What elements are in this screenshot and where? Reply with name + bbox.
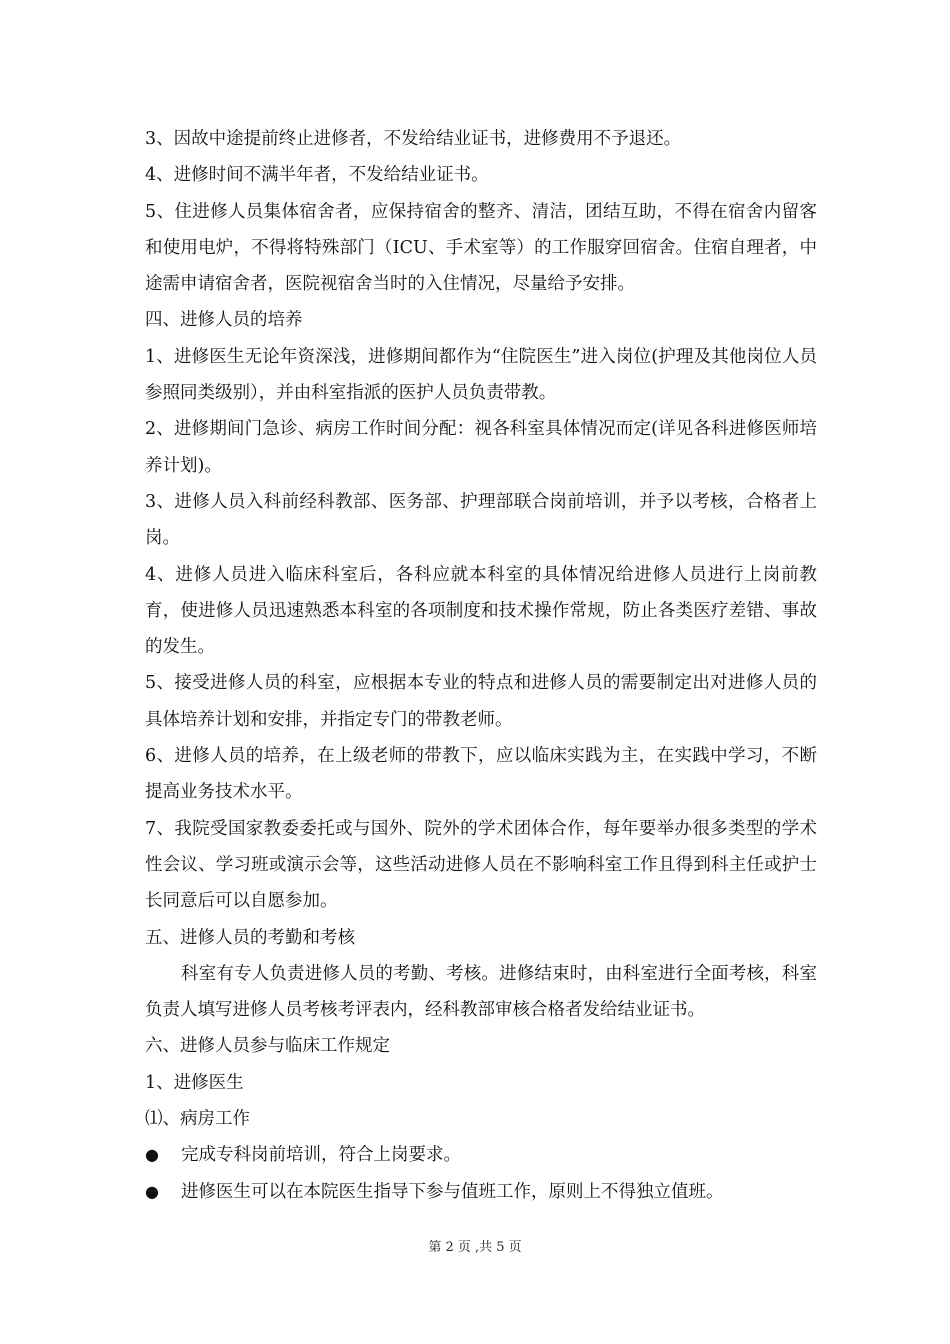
bullet-text: 进修医生可以在本院医生指导下参与值班工作，原则上不得独立值班。: [181, 1181, 724, 1202]
paragraph-training-6: 6、进修人员的培养，在上级老师的带教下，应以临床实践为主，在实践中学习，不断提高业务技术水平。: [145, 746, 817, 803]
paragraph-item-5: 5、住进修人员集体宿舍者，应保持宿舍的整齐、清洁，团结互助，不得在宿舍内留客和使用电炉，不得将特殊部门（ICU、手术室等）的工作服穿回宿舍。住宿自理者，中途需申请宿舍者，医院视宿舍当时的入住情况，尽量给予安排。: [145, 201, 817, 295]
paragraph-item-4: 4、进修时间不满半年者，不发给结业证书。: [145, 165, 489, 186]
section-heading-five: 五、进修人员的考勤和考核: [145, 927, 355, 948]
section-heading-four: 四、进修人员的培养: [145, 310, 303, 331]
paragraph-training-7: 7、我院受国家教委委托或与国外、院外的学术团体合作，每年要举办很多类型的学术性会议、学习班或演示会等，这些活动进修人员在不影响科室工作且得到科主任或护士长同意后可以自愿参加。: [145, 818, 817, 912]
bullet-text: 完成专科岗前培训，符合上岗要求。: [181, 1145, 461, 1166]
page-number-footer: 第 2 页 ,共 5 页: [428, 1240, 522, 1255]
paragraph-assessment: 科室有专人负责进修人员的考勤、考核。进修结束时，由科室进行全面考核，科室负责人填写进修人员考核考评表内，经科教部审核合格者发给结业证书。: [145, 963, 817, 1021]
bullet-item: [145, 1137, 817, 1173]
paragraph-training-1: 1、进修医生无论年资深浅，进修期间都作为“住院医生”进入岗位(护理及其他岗位人员参照同类级别），并由科室指派的医护人员负责带教。: [145, 346, 817, 404]
paragraph-item-3: 3、因故中途提前终止进修者，不发给结业证书，进修费用不予退还。: [145, 129, 682, 149]
bullet-dot-icon: ●: [145, 1181, 159, 1201]
paragraph-training-4: 4、进修人员进入临床科室后，各科应就本科室的具体情况给进修人员进行上岗前教育，使进修人员迅速熟悉本科室的各项制度和技术操作常规，防止各类医疗差错、事故的发生。: [145, 564, 817, 658]
section-heading-six: 六、进修人员参与临床工作规定: [145, 1036, 390, 1057]
paragraph-training-5: 5、接受进修人员的科室，应根据本专业的特点和进修人员的需要制定出对进修人员的具体培养计划和安排，并指定专门的带教老师。: [145, 673, 817, 730]
paragraph-training-2: 2、进修期间门急诊、病房工作时间分配：视各科室具体情况而定(详见各科进修医师培养计划)。: [145, 419, 817, 476]
paragraph-training-3: 3、进修人员入科前经科教部、医务部、护理部联合岗前培训，并予以考核，合格者上岗。: [145, 491, 817, 549]
bullet-dot-icon: ●: [145, 1145, 159, 1165]
subheading-ward-work: ⑴、病房工作: [145, 1109, 250, 1130]
document-body: [145, 121, 817, 1210]
bullet-item: [145, 1174, 817, 1210]
subheading-doctor: 1、进修医生: [145, 1072, 244, 1093]
